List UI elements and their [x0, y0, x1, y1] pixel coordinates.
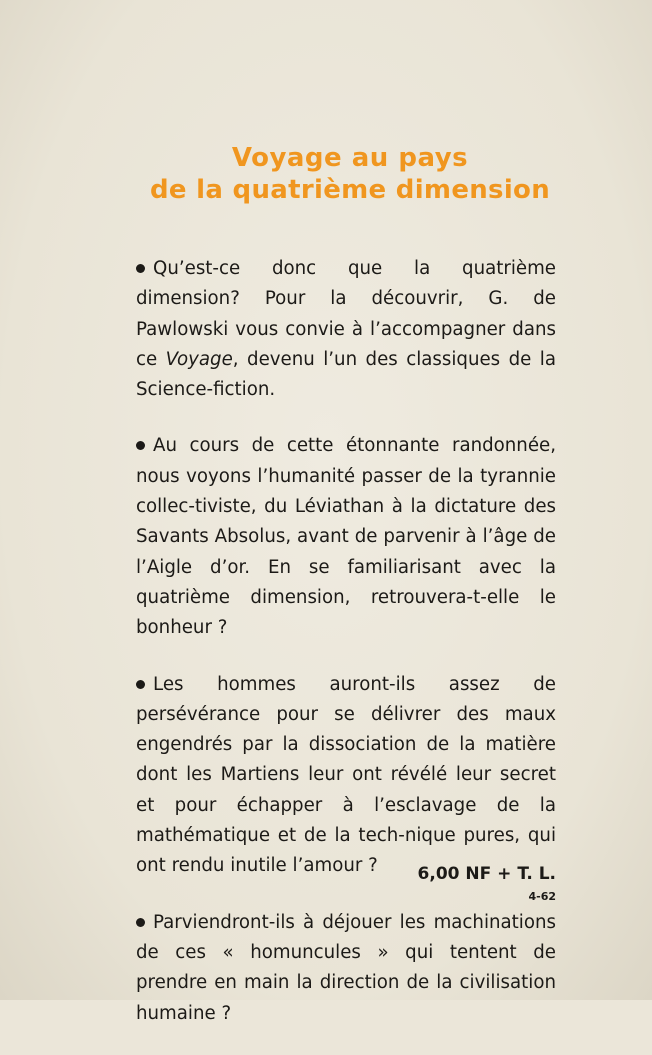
bullet-icon	[136, 680, 145, 689]
blurb-paragraph-4	[136, 908, 556, 1029]
title-line-2: de la quatrième dimension	[149, 175, 551, 205]
bullet-icon	[136, 264, 145, 273]
blurb-paragraph-3	[136, 670, 556, 882]
blurb	[136, 254, 556, 1055]
paragraph-text: Qu’est-ce donc que la quatrième dimension? Pour la découvrir, G. de Pawlowski vous convie à l’accompagner dans ce	[136, 258, 556, 370]
print-code: 4-62	[528, 890, 556, 903]
paragraph-text-end: , devenu l’un des classiques de la Science-fiction.	[136, 348, 556, 401]
paragraph-text: Au cours de cette étonnante randonnée, nous voyons l’humanité passer de la tyrannie collec-tiviste, du Léviathan à la dictature des Savants Absolus, avant de parvenir à l’âge de l’Aigle d’or. En se familiarisant avec la quatrième dimension, retrouvera-t-elle le bonheur ?	[136, 435, 556, 639]
price-label: 6,00 NF + T. L.	[417, 864, 556, 884]
blurb-paragraph-2	[136, 431, 556, 643]
book-title-italic: Voyage	[165, 348, 233, 370]
cover-title	[90, 142, 610, 206]
paragraph-text: Parviendront-ils à déjouer les machinations de ces « homuncules » qui tentent de prendre en main la direction de la civilisation humaine ?	[136, 911, 556, 1024]
title-line-1: Voyage au pays	[231, 143, 469, 173]
bullet-icon	[136, 918, 145, 927]
paragraph-text: Les hommes auront-ils assez de persévérance pour se délivrer des maux engendrés par la dissociation de la matière dont les Martiens leur ont révélé leur secret et pour échapper à l’esclavage de la mathématique et de la tech-nique pures, qui ont rendu inutile l’amour ?	[136, 673, 556, 877]
bullet-icon	[136, 441, 145, 450]
blurb-paragraph-1	[136, 254, 556, 405]
